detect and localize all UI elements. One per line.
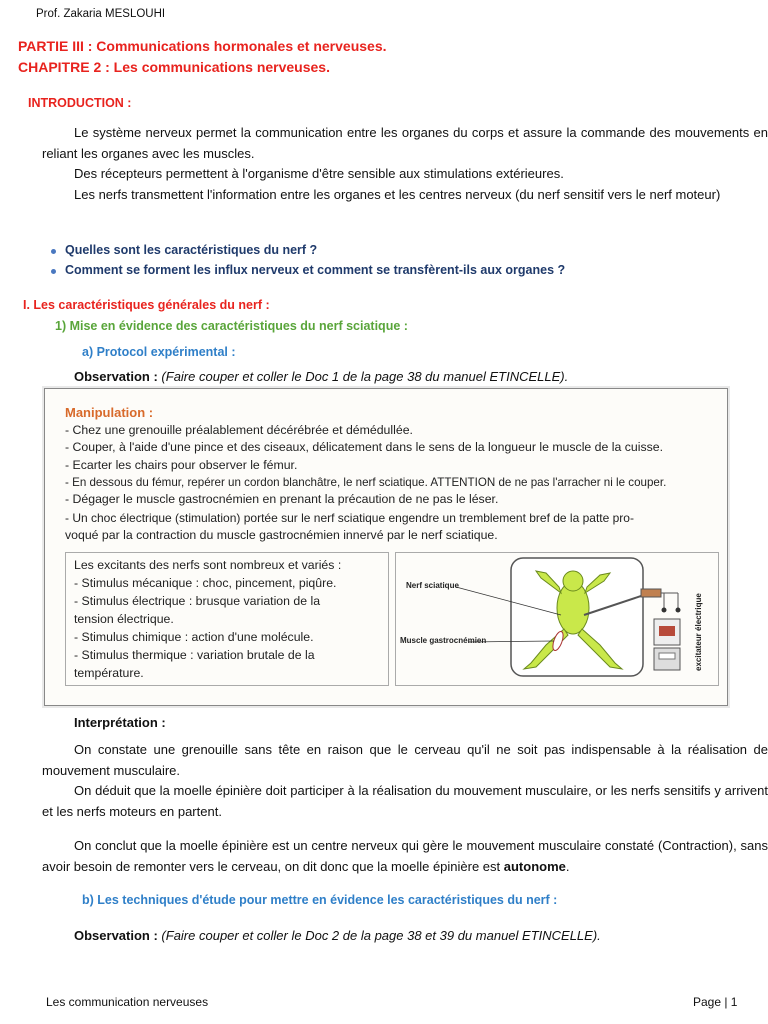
doc-1-figure	[44, 388, 728, 706]
intro-paragraph-2: Des récepteurs permettent à l'organisme d'être sensible aux stimulations extérieures.	[74, 166, 564, 181]
manip-line: - Dégager le muscle gastrocnémien en prenant la précaution de ne pas le léser.	[65, 492, 499, 506]
question-2: Comment se forment les influx nerveux et comment se transfèrent-ils aux organes ?	[65, 263, 565, 277]
excitant-line: - Stimulus chimique : action d'une molécule.	[74, 630, 314, 644]
manip-line: - Un choc électrique (stimulation) portée sur le nerf sciatique engendre un tremblement bref de la patte pro-	[65, 511, 634, 525]
intro-paragraph-3: Les nerfs transmettent l'information entre les organes et les centres nerveux (du nerf sensitif vers le nerf moteur)	[74, 187, 721, 202]
nerve-label: Nerf sciatique	[406, 581, 459, 590]
author-header: Prof. Zakaria MESLOUHI	[36, 8, 166, 20]
interpretation-paragraph-1: On constate une grenouille sans tête en raison que le cerveau qu'il ne soit pas indispensable à la réalisation de mouvement musculaire.	[42, 742, 768, 778]
excitant-line: Les excitants des nerfs sont nombreux et variés :	[74, 558, 342, 572]
manip-line: - Ecarter les chairs pour observer le fémur.	[65, 458, 298, 472]
intro-heading: INTRODUCTION :	[28, 96, 132, 110]
manip-line: voqué par la contraction du muscle gastrocnémien innervé par le nerf sciatique.	[65, 528, 498, 542]
excitant-line: tension électrique.	[74, 612, 174, 626]
manip-line: - Couper, à l'aide d'une pince et des ciseaux, délicatement dans le sens de la longueur le muscle de la cuisse.	[65, 440, 664, 454]
device-label: excitateur électrique	[694, 593, 703, 671]
manip-line: - En dessous du fémur, repérer un cordon blanchâtre, le nerf sciatique. ATTENTION de ne pas l'arracher ni le couper.	[65, 476, 667, 489]
observation-1: Observation : (Faire couper et coller le Doc 1 de la page 38 du manuel ETINCELLE).	[74, 369, 569, 384]
frog-experiment-diagram	[395, 552, 719, 686]
excitant-line: - Stimulus électrique : brusque variation de la	[74, 594, 321, 608]
manipulation-title: Manipulation :	[65, 405, 154, 420]
interpretation-paragraph-2: On déduit que la moelle épinière doit participer à la réalisation du mouvement musculaire, or les nerfs sensitifs y arrivent et les nerfs moteurs en partent.	[42, 783, 768, 819]
excitant-line: - Stimulus mécanique : choc, pincement, piqûre.	[74, 576, 337, 590]
subsection-a-heading: a) Protocol expérimental :	[82, 345, 236, 359]
interpretation-label: Interprétation :	[74, 715, 166, 730]
bullet-icon	[51, 249, 56, 254]
chapter-title: CHAPITRE 2 : Les communications nerveuses.	[18, 59, 330, 75]
manip-line: - Chez une grenouille préalablement décérébrée et démédullée.	[65, 423, 413, 437]
question-1: Quelles sont les caractéristiques du nerf ?	[65, 243, 317, 257]
footer-title: Les communication nerveuses	[46, 995, 209, 1009]
muscle-label: Muscle gastrocnémien	[400, 636, 487, 645]
part-title: PARTIE III : Communications hormonales et nerveuses.	[18, 38, 387, 54]
page-number: Page | 1	[693, 995, 738, 1009]
interpretation-paragraph-3: On conclut que la moelle épinière est un centre nerveux qui gère le mouvement musculaire constaté (Contraction), sans avoir besoin de remonter vers le cerveau, on dit donc que la moelle épinière est autonome.	[42, 838, 768, 874]
bullet-icon	[51, 269, 56, 274]
subsection-1-heading: 1) Mise en évidence des caractéristiques du nerf sciatique :	[55, 319, 408, 333]
intro-paragraph-1: Le système nerveux permet la communication entre les organes du corps et assure la commande des mouvements en reliant les organes avec les muscles.	[42, 125, 768, 161]
observation-2: Observation : (Faire couper et coller le Doc 2 de la page 38 et 39 du manuel ETINCELLE).	[74, 928, 601, 943]
section-1-heading: I. Les caractéristiques générales du nerf :	[23, 298, 270, 312]
excitant-line: - Stimulus thermique : variation brutale de la	[74, 648, 315, 662]
excitant-line: température.	[74, 666, 144, 680]
frog-illustration	[396, 553, 718, 685]
subsection-b-heading: b) Les techniques d'étude pour mettre en évidence les caractéristiques du nerf :	[82, 893, 558, 907]
excitants-box	[65, 552, 389, 686]
